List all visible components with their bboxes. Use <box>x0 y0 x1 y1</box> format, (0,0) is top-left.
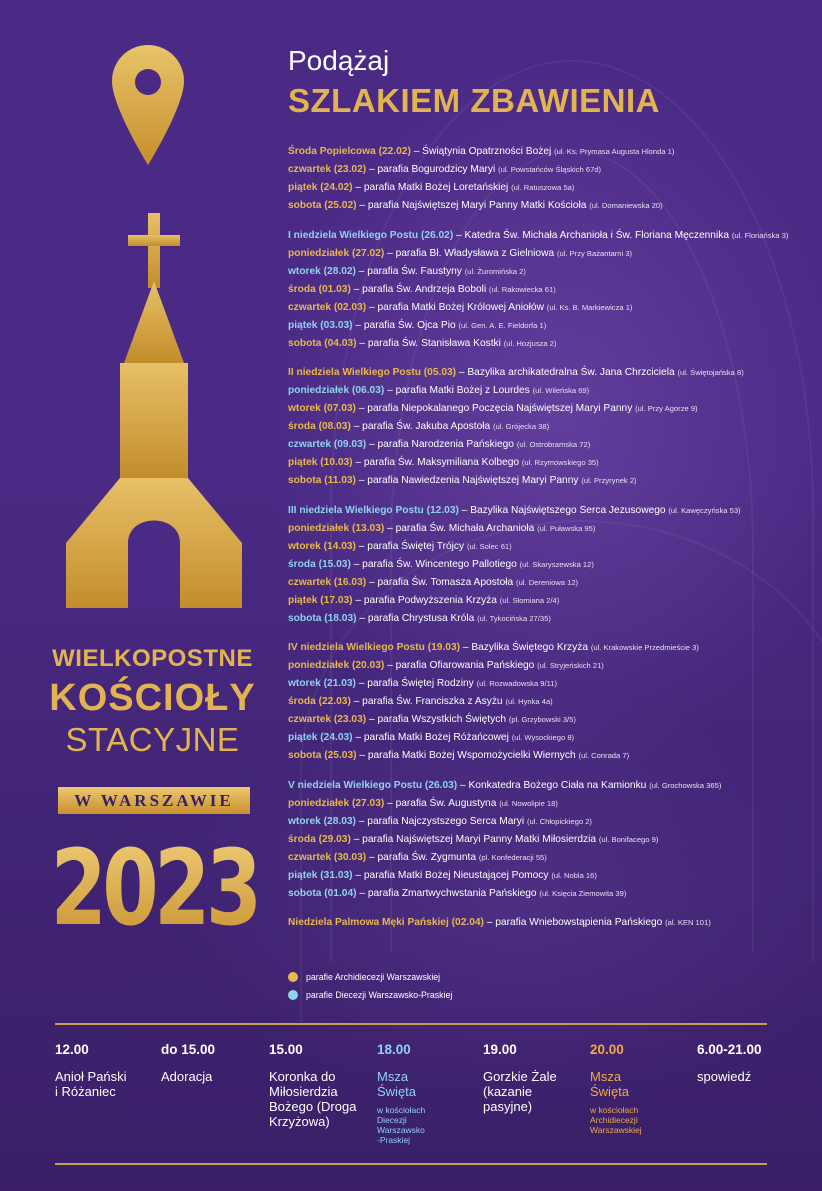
schedule-row <box>288 245 808 263</box>
church-name: – parafia Matki Bożej Wspomożycielki Wiernych <box>356 750 579 761</box>
schedule-row <box>288 795 808 813</box>
address: (ul. Tykocińska 27/35) <box>477 613 551 623</box>
title-line-3: STACYJNE <box>65 721 240 758</box>
legend-label: parafie Diecezji Warszawsko-Praskiej <box>306 990 453 1000</box>
address: (ul. Ks. Prymasa Augusta Hlonda 1) <box>554 147 675 156</box>
hour-description: Gorzkie Żale (kazanie pasyjne) <box>483 1069 557 1114</box>
schedule-row <box>288 197 808 215</box>
hour-time: 19.00 <box>483 1042 517 1057</box>
church-name: – parafia Matki Bożej Różańcowej <box>352 732 512 743</box>
schedule-row <box>288 657 808 675</box>
church-name: – parafia Św. Zygmunta <box>366 851 479 863</box>
day-label: środa (15.03) <box>288 558 351 570</box>
church-name: – parafia Św. Stanisława Kostki <box>356 337 504 349</box>
day-label: sobota (04.03) <box>288 337 357 349</box>
day-label: Środa Popielcowa (22.02) <box>288 146 411 157</box>
day-label: sobota (01.04) <box>288 887 357 899</box>
day-label: wtorek (28.03) <box>288 815 356 827</box>
church-name: – parafia Św. Augustyna <box>384 797 500 809</box>
schedule-row <box>288 179 808 197</box>
address: (ul. Gen. A. E. Fieldorfa 1) <box>458 320 547 330</box>
day-label: wtorek (07.03) <box>288 403 356 414</box>
hour-description: Msza Święta <box>590 1069 630 1099</box>
church-name: – Świątynia Opatrzności Bożej <box>410 146 555 157</box>
day-label: IV niedziela Wielkiego Postu (19.03) <box>288 642 461 653</box>
church-name: – parafia Matki Bożej Królowej Aniołów <box>366 301 547 313</box>
day-label: czwartek (09.03) <box>288 439 367 450</box>
church-name: – parafia Św. Andrzeja Boboli <box>350 283 490 295</box>
day-label: sobota (25.02) <box>288 200 357 211</box>
day-label: środa (22.03) <box>288 696 351 707</box>
schedule-row <box>288 813 808 831</box>
header-line-2: SZLAKIEM ZBAWIENIA <box>288 82 660 119</box>
church-name: – parafia Wniebowstąpienia Pańskiego <box>483 917 666 928</box>
schedule-row <box>288 263 808 281</box>
address: (ul. Świętojańska 8) <box>677 368 744 377</box>
hour-time: 15.00 <box>269 1042 303 1057</box>
day-label: poniedziałek (06.03) <box>288 385 385 396</box>
hour-column <box>269 1042 369 1129</box>
hour-note: w kościołach Diecezji Warszawsko -Praskiej <box>377 1105 426 1145</box>
hour-note: w kościołach Archidiecezji Warszawskiej <box>590 1105 642 1135</box>
address: (ul. Przy Bażantarni 3) <box>556 248 633 258</box>
schedule-row <box>288 831 808 849</box>
hour-column <box>590 1042 690 1135</box>
address: (ul. Skaryszewska 12) <box>519 559 594 569</box>
schedule-row <box>288 143 808 161</box>
address: (ul. Krakowskie Przedmieście 3) <box>590 643 699 652</box>
church-name: – parafia Matki Bożej Nieustającej Pomocy <box>352 869 552 881</box>
day-label: poniedziałek (13.03) <box>288 522 385 534</box>
address: (ul. Przyrynek 2) <box>581 476 637 485</box>
hours-row <box>55 1042 775 1152</box>
address: (ul. Rozwadowska 9/11) <box>476 679 558 688</box>
gold-dot-icon <box>288 972 298 982</box>
schedule-row <box>288 610 808 628</box>
address: (ul. Hynka 4a) <box>505 697 553 706</box>
schedule-row <box>288 849 808 867</box>
address: (ul. Wysockiego 8) <box>511 733 575 742</box>
day-label: czwartek (23.02) <box>288 164 367 175</box>
schedule-row <box>288 400 808 418</box>
day-label: sobota (18.03) <box>288 612 357 624</box>
church-name: – parafia Najświętszej Maryi Panny Matki Kościoła <box>356 200 590 211</box>
address: (ul. Ks. B. Markiewicza 1) <box>546 302 633 312</box>
address: (ul. Domaniewska 20) <box>589 201 663 210</box>
title-line-1: WIELKOPOSTNE <box>52 645 253 672</box>
schedule-list <box>288 143 808 944</box>
church-name: – parafia Św. Michała Archanioła <box>384 522 538 534</box>
address: (ul. Nobla 16) <box>551 870 597 880</box>
schedule-row <box>288 502 808 520</box>
schedule-row <box>288 299 808 317</box>
schedule-row <box>288 454 808 472</box>
church-name: – parafia Najświętszej Maryi Panny Matki Miłosierdzia <box>350 833 599 845</box>
divider <box>55 1163 767 1165</box>
address: (ul. Grochowska 365) <box>649 780 722 790</box>
address: (ul. Ostrobramska 72) <box>516 440 591 449</box>
header-line-1: Podążaj <box>288 45 390 76</box>
day-label: piątek (24.03) <box>288 732 353 743</box>
legend-label: parafie Archidiecezji Warszawskiej <box>306 972 441 982</box>
schedule-row <box>288 574 808 592</box>
hour-description: spowiedź <box>697 1069 752 1084</box>
church-name: – parafia Ofiarowania Pańskiego <box>384 660 538 671</box>
schedule-row <box>288 472 808 490</box>
schedule-row <box>288 317 808 335</box>
church-name: – parafia Wszystkich Świętych <box>366 714 509 725</box>
day-label: czwartek (02.03) <box>288 301 367 313</box>
map-pin-icon <box>112 45 184 165</box>
hour-description: Koronka do Miłosierdzia Bożego (Droga Krzyżowa) <box>269 1069 357 1129</box>
schedule-group <box>288 364 808 490</box>
day-label: wtorek (21.03) <box>288 678 356 689</box>
address: (ul. Przy Agorze 9) <box>635 404 698 413</box>
schedule-row <box>288 161 808 179</box>
city-banner: W WARSZAWIE <box>58 787 250 814</box>
church-name: – parafia Matki Bożej Loretańskiej <box>352 182 512 193</box>
hour-time: 6.00-21.00 <box>697 1042 762 1057</box>
schedule-row <box>288 693 808 711</box>
hour-column <box>55 1042 155 1099</box>
schedule-row <box>288 729 808 747</box>
schedule-row <box>288 436 808 454</box>
day-label: sobota (11.03) <box>288 475 356 486</box>
church-name: – parafia Bogurodzicy Maryi <box>366 164 499 175</box>
address: (ul. Ratuszowa 5a) <box>511 183 575 192</box>
day-label: piątek (03.03) <box>288 319 353 331</box>
address: (ul. Floriańska 3) <box>731 230 789 240</box>
schedule-row <box>288 227 808 245</box>
address: (pl. Grzybowski 3/5) <box>508 715 576 724</box>
day-label: środa (01.03) <box>288 283 351 295</box>
schedule-row <box>288 885 808 903</box>
schedule-row <box>288 281 808 299</box>
day-label: wtorek (14.03) <box>288 540 356 552</box>
address: (ul. Słomiana 2/4) <box>499 595 560 605</box>
hour-time: 20.00 <box>590 1042 624 1057</box>
day-label: poniedziałek (20.03) <box>288 660 385 671</box>
day-label: czwartek (16.03) <box>288 576 367 588</box>
schedule-group <box>288 143 808 215</box>
schedule-row <box>288 777 808 795</box>
schedule-row <box>288 711 808 729</box>
schedule-row <box>288 592 808 610</box>
address: (ul. Rakowiecka 61) <box>489 284 556 294</box>
day-label: piątek (10.03) <box>288 457 353 468</box>
schedule-row <box>288 382 808 400</box>
address: (ul. Nowolipie 18) <box>499 798 558 808</box>
hour-column <box>483 1042 583 1114</box>
day-label: I niedziela Wielkiego Postu (26.02) <box>288 229 454 241</box>
church-name: – Bazylika archikatedralna Św. Jana Chrzciciela <box>456 367 678 378</box>
church-name: – parafia Św. Wincentego Pallotiego <box>350 558 520 570</box>
church-name: – parafia Świętej Rodziny <box>355 678 477 689</box>
church-name: – parafia Najczystszego Serca Maryi <box>355 815 527 827</box>
church-name: – parafia Św. Jakuba Apostoła <box>350 421 494 432</box>
hour-description: Msza Święta <box>377 1069 417 1099</box>
address: (ul. Powstańców Śląskich 67d) <box>498 165 602 174</box>
day-label: Niedziela Palmowa Męki Pańskiej (02.04) <box>288 917 484 928</box>
day-label: piątek (17.03) <box>288 594 353 606</box>
address: (ul. Hozjusza 2) <box>503 338 557 348</box>
address: (ul. Wileńska 69) <box>532 386 590 395</box>
church-name: – parafia Podwyższenia Krzyża <box>352 594 500 606</box>
day-label: III niedziela Wielkiego Postu (12.03) <box>288 504 459 516</box>
address: (pl. Konfederacji 55) <box>478 852 547 862</box>
address: (ul. Rzymowskiego 35) <box>521 458 599 467</box>
address: (ul. Puławska 95) <box>537 523 596 533</box>
church-name: – parafia Zmartwychwstania Pańskiego <box>356 887 540 899</box>
hour-time: do 15.00 <box>161 1042 216 1057</box>
schedule-group <box>288 639 808 765</box>
address: (ul. Księcia Ziemowita 39) <box>539 888 627 898</box>
schedule-row <box>288 364 808 382</box>
blue-dot-icon <box>288 990 298 1000</box>
legend-item-praska <box>288 986 452 1004</box>
church-name: – parafia Św. Ojca Pio <box>352 319 459 331</box>
hour-column <box>377 1042 477 1145</box>
schedule-group <box>288 777 808 903</box>
church-name: – parafia Św. Franciszka z Asyżu <box>350 696 506 707</box>
address: (al. KEN 101) <box>665 918 711 927</box>
church-name: – Bazylika Świętego Krzyża <box>460 642 591 653</box>
title-line-2: KOŚCIOŁY <box>49 677 256 719</box>
schedule-row <box>288 914 808 932</box>
schedule-group <box>288 914 808 932</box>
hour-column <box>697 1042 797 1084</box>
day-label: czwartek (23.03) <box>288 714 367 725</box>
schedule-row <box>288 747 808 765</box>
church-name: – parafia Św. Tomasza Apostoła <box>366 576 517 588</box>
address: (ul. Conrada 7) <box>578 751 630 760</box>
schedule-group <box>288 502 808 628</box>
schedule-row <box>288 639 808 657</box>
day-label: V niedziela Wielkiego Postu (26.03) <box>288 779 458 791</box>
address: (ul. Stryjeńskich 21) <box>537 661 604 670</box>
church-name: – parafia Niepokalanego Poczęcia Najświętszej Maryi Panny <box>355 403 636 414</box>
hour-description: Anioł Pański i Różaniec <box>55 1069 127 1099</box>
church-name: – parafia Św. Faustyny <box>355 265 465 277</box>
schedule-row <box>288 867 808 885</box>
church-name: – Konkatedra Bożego Ciała na Kamionku <box>457 779 650 791</box>
church-name: – parafia Matki Bożej z Lourdes <box>384 385 533 396</box>
address: (ul. Chłopickiego 2) <box>526 816 592 826</box>
address: (ul. Dereniowa 12) <box>516 577 579 587</box>
schedule-row <box>288 335 808 353</box>
schedule-row <box>288 418 808 436</box>
hour-description: Adoracja <box>161 1069 213 1084</box>
schedule-group <box>288 227 808 353</box>
day-label: wtorek (28.02) <box>288 265 356 277</box>
schedule-row <box>288 556 808 574</box>
address: (ul. Kawęczyńska 53) <box>668 505 741 515</box>
day-label: sobota (25.03) <box>288 750 357 761</box>
day-label: piątek (24.02) <box>288 182 353 193</box>
day-label: piątek (31.03) <box>288 869 353 881</box>
day-label: środa (08.03) <box>288 421 351 432</box>
address: (ul. Bonifacego 9) <box>598 834 659 844</box>
hour-time: 18.00 <box>377 1042 411 1057</box>
hour-column <box>161 1042 261 1084</box>
address: (ul. Żuromińska 2) <box>464 266 526 276</box>
church-icon <box>66 213 242 608</box>
day-label: czwartek (30.03) <box>288 851 367 863</box>
day-label: poniedziałek (27.03) <box>288 797 385 809</box>
legend <box>288 968 452 1004</box>
schedule-row <box>288 538 808 556</box>
church-name: – parafia Św. Maksymiliana Kolbego <box>352 457 522 468</box>
legend-item-warszawska <box>288 968 452 986</box>
schedule-row <box>288 675 808 693</box>
church-name: – parafia Świętej Trójcy <box>355 540 467 552</box>
church-name: – Bazylika Najświętszego Serca Jezusowego <box>458 504 669 516</box>
schedule-row <box>288 520 808 538</box>
address: (ul. Grójecka 38) <box>493 422 550 431</box>
church-name: – parafia Nawiedzenia Najświętszej Maryi Panny <box>355 475 582 486</box>
address: (ul. Solec 61) <box>466 541 512 551</box>
divider <box>55 1023 767 1025</box>
church-name: – Katedra Św. Michała Archanioła i Św. Floriana Męczennika <box>453 229 732 241</box>
church-name: – parafia Narodzenia Pańskiego <box>366 439 517 450</box>
day-label: środa (29.03) <box>288 833 351 845</box>
day-label: poniedziałek (27.02) <box>288 247 385 259</box>
hour-time: 12.00 <box>55 1042 89 1057</box>
church-name: – parafia Bł. Władysława z Gielniowa <box>384 247 557 259</box>
year-label: 2023 <box>34 828 274 948</box>
church-name: – parafia Chrystusa Króla <box>356 612 478 624</box>
day-label: II niedziela Wielkiego Postu (05.03) <box>288 367 457 378</box>
